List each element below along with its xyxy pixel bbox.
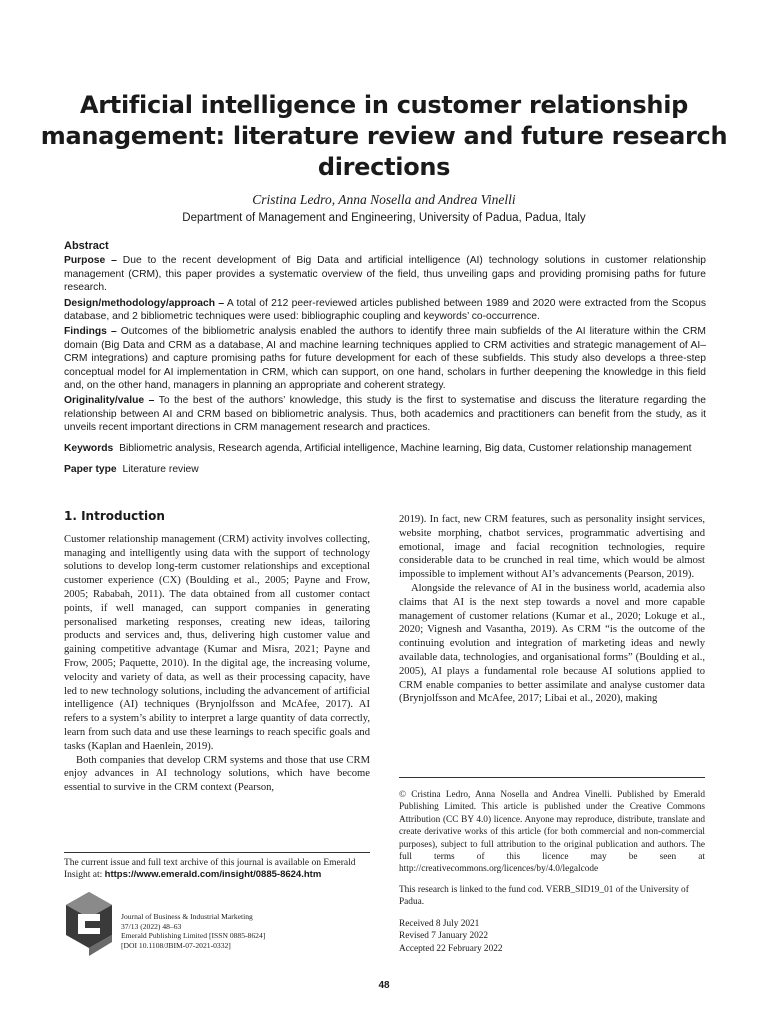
intro-paragraph-3: 2019). In fact, new CRM features, such as personality insight services, website morphing, chatbot services, programmatic advertising and emotional, image and facial recognition technologies, require considerable data to be crunched in real time, which would be almost impossible to implement without AI’s advancements (Pearson, 2019). [399, 514, 705, 581]
abstract-design [64, 297, 706, 324]
journal-name: Journal of Business & Industrial Marketing [121, 912, 253, 921]
article-dates [399, 918, 705, 955]
keywords [64, 443, 706, 454]
intro-paragraph-4: Alongside the relevance of AI in the business world, academia also claims that AI is the next step towards a novel and more capable management of customer relations (Kumar et al., 2020; Lokuge et al., 2020; Vignesh and Vasantha, 2019). As CRM “is the outcome of the continuing evolution and integration of marketing ideas and newly available data, technologies, and organisational forms” (Boulding et al., 2005), AI plays a fundamental role because AI solutions applied to CRM enable companies to better assimilate and analyse customer data (Brynjolfsson and McAfee, 2017; Libai et al., 2020), making [399, 582, 705, 705]
paper-type [64, 464, 706, 475]
paper-type-label: Paper type [64, 464, 117, 475]
findings-text: Outcomes of the bibliometric analysis enabled the authors to identify three main subfields of the AI literature within the CRM domain (Big Data and CRM as a database, AI and machine learning techniques applied to CRM activities and strategic management of AI–CRM integrations) and capture promising paths for future development for each of these subfields. This study also develops a three-step conceptual model for AI implementation in CRM, which can support, on one hand, scholars in further deepening the knowledge in this field and, on the other hand, managers in planning an appropriate and coherent strategy. [64, 326, 706, 392]
copyright-notice: © Cristina Ledro, Anna Nosella and Andrea Vinelli. Published by Emerald Publishing Limited. This article is published under the Creative Commons Attribution (CC BY 4.0) licence. Anyone may reproduce, distribute, translate and create derivative works of this article (for both commercial and non-commercial purposes), subject to full attribution to the original publication and authors. The full terms of this licence may be seen at http://creativecommons.org/licences/by/4.0/legalcode [399, 790, 705, 875]
section-heading-introduction: 1. Introduction [64, 509, 165, 523]
paper-type-value: Literature review [122, 464, 199, 475]
purpose-text: Due to the recent development of Big Data and artificial intelligence (AI) technology solutions in customer relationship management (CRM), this paper provides a systematic overview of the field, thus unveiling gaps and providing promising paths for future research. [64, 255, 706, 294]
emerald-logo-icon [64, 890, 114, 956]
journal-url-link[interactable]: https://www.emerald.com/insight/0885-8624.htm [104, 869, 322, 880]
journal-info [121, 912, 371, 950]
funding-note: This research is linked to the fund cod. VERB_SID19_01 of the University of Padua. [399, 885, 689, 908]
journal-publisher: Emerald Publishing Limited [ISSN 0885-8624] [121, 931, 266, 941]
abstract-findings [64, 325, 706, 392]
abstract-purpose [64, 254, 706, 294]
journal-note-rule [64, 852, 370, 853]
affiliation: Department of Management and Engineering, University of Padua, Padua, Italy [182, 212, 586, 224]
authors: Cristina Ledro, Anna Nosella and Andrea Vinelli [252, 192, 516, 207]
keywords-label: Keywords [64, 443, 114, 454]
journal-availability-note [64, 857, 370, 881]
abstract [64, 240, 706, 437]
keywords-value: Bibliometric analysis, Research agenda, Artificial intelligence, Machine learning, Big data, Customer relationship management [119, 443, 692, 454]
originality-label: Originality/value – [64, 395, 155, 407]
design-label: Design/methodology/approach – [64, 297, 225, 309]
journal-volume: 37/13 (2022) 48–63 [121, 921, 182, 931]
left-column [64, 510, 370, 795]
page-number: 48 [378, 980, 390, 991]
findings-label: Findings – [64, 326, 117, 338]
intro-paragraph-1: Customer relationship management (CRM) activity involves collecting, managing and intelligently using data with the support of technology solutions to develop long-term customer relationships and exceptional customer experience (CX) (Boulding et al., 2005; Payne and Frow, 2005; Rababah, 2011). The data obtained from all customer contact points, if well managed, can support companies in generating personalised marketing responses, creating new ideas, tailoring products and services and, thus, delivering high customer value and gaining competitive advantage (Kumar and Misra, 2021; Payne and Frow, 2005; Paquette, 2010). In the digital age, the increasing volume, velocity and variety of data, as well as their processing capacity, have led to new technology solutions, including the advancement of artificial intelligence (AI) techniques (Brynjolfsson and McAfee, 2017). AI refers to a system’s ability to interpret a large quantity of data correctly, learn from such data and use these learnings to reach specific goals and tasks (Kaplan and Haenlein, 2019). [64, 533, 370, 752]
journal-note-text: The current issue and full text archive of this journal is available on Emerald Insight at: [64, 858, 356, 880]
revised-date: Revised 7 January 2022 [399, 931, 489, 942]
journal-doi[interactable]: [DOI 10.1108/JBIM-07-2021-0332] [121, 940, 231, 950]
purpose-label: Purpose – [64, 255, 117, 267]
originality-text: To the best of the authors’ knowledge, this study is the first to systematise and discuss the literature regarding the relationship between AI and CRM based on bibliometric analysis. Thus, both academics and practitioners can benefit from the study, as it unveils recent important directions in CRM management research and practices. [64, 395, 706, 434]
right-column [399, 513, 705, 706]
accepted-date: Accepted 22 February 2022 [399, 943, 503, 954]
copyright-rule [399, 777, 705, 778]
intro-paragraph-2: Both companies that develop CRM systems and those that use CRM enjoy advances in AI technology solutions, which have become essential to survive in the CRM context (Pearson, [64, 754, 370, 794]
design-text: A total of 212 peer-reviewed articles published between 1989 and 2020 were extracted from the Scopus database, and 2 bibliometric techniques were used: bibliographic coupling and keywords’ co-occurrence. [64, 297, 707, 323]
paper-title: Artificial intelligence in customer relationship management: literature review and future research directions [40, 91, 728, 181]
abstract-originality [64, 394, 706, 434]
received-date: Received 8 July 2021 [399, 919, 480, 929]
abstract-heading: Abstract [64, 240, 109, 252]
